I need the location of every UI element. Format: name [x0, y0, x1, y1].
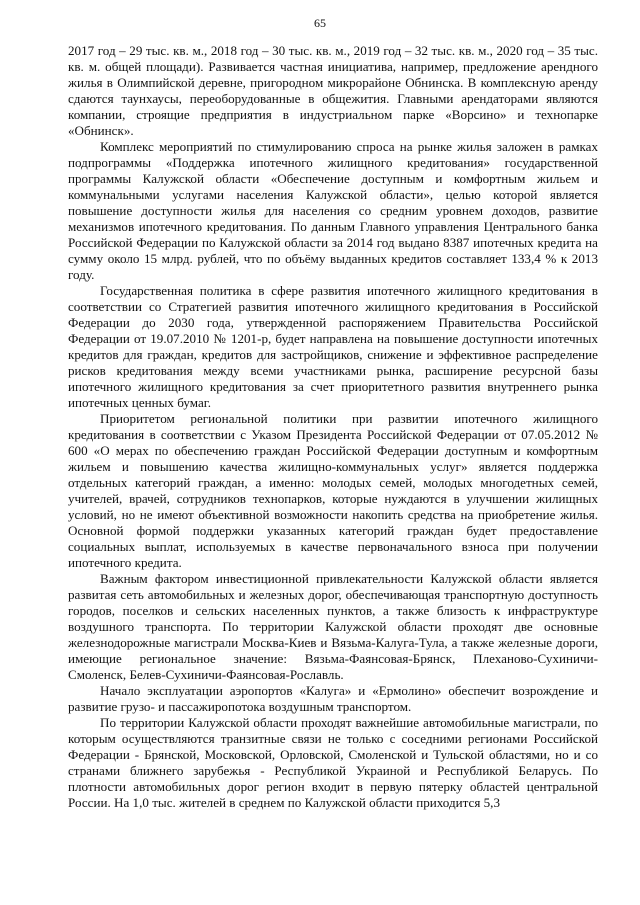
paragraph-state-policy: Государственная политика в сфере развития ипотечного жилищного кредитования в соответствии со Стратегией развития ипотечного жилищного кредитования в Российской Федерации до 2030 года, утвержденной распоряжением Правительства Российской Федерации от 19.07.2010 № 1201-р, будет направлена на повышение доступности ипотечных кредитов для граждан, кредитов для застройщиков, снижение и эффективное распределение рисков кредитования между всеми участниками рынка, расширение ресурсной базы ипотечного жилищного кредитования за счет приоритетного развития внутреннего рынка ипотечных ценных бумаг.: [68, 283, 598, 410]
page-body: [68, 43, 598, 811]
paragraph-demand-stimulation: Комплекс мероприятий по стимулированию спроса на рынке жилья заложен в рамках подпрограммы «Поддержка ипотечного жилищного кредитования» государственной программы Калужской области «Обеспечение доступным и комфортным жильем и коммунальными услугами населения Калужской области», целью которой является повышение доступности жилья для населения со средним уровнем доходов, развитие механизмов ипотечного кредитования. По данным Главного управления Центрального банка Российской Федерации по Калужской области за 2014 год выдано 8387 ипотечных кредита на сумму около 15 млрд. рублей, что по объёму выданных кредитов составляет 133,4 % к 2013 году.: [68, 139, 598, 282]
paragraph-regional-priority: Приоритетом региональной политики при развитии ипотечного жилищного кредитования в соответствии с Указом Президента Российской Федерации от 07.05.2012 № 600 «О мерах по обеспечению граждан Российской Федерации доступным и комфортным жильем и повышению качества жилищно-коммунальных услуг» является поддержка отдельных категорий граждан, а именно: молодых семей, молодых многодетных семей, учителей, врачей, сотрудников технопарков, которые нуждаются в улучшении жилищных условий, но не имеют объективной возможности накопить средства на приобретение жилья. Основной формой поддержки указанных категорий граждан будет предоставление социальных выплат, используемых в качестве первоначального взноса при получении ипотечного кредита.: [68, 411, 598, 570]
paragraph-housing-rental: 2017 год – 29 тыс. кв. м., 2018 год – 30 тыс. кв. м., 2019 год – 32 тыс. кв. м., 2020 год – 35 тыс. кв. м. общей площади). Развивается частная инициатива, например, предложение арендного жилья в Олимпийской деревне, пригородном микрорайоне Обнинска. В комплексную аренду сдаются таунхаусы, переоборудованные в общежития. Главными арендаторами являются компании, строящие предприятия в индустриальном парке «Ворсино» и технопарке «Обнинск».: [68, 43, 598, 138]
paragraph-airports: Начало эксплуатации аэропортов «Калуга» и «Ермолино» обеспечит возрождение и развитие грузо- и пассажиропотока воздушным транспортом.: [68, 683, 598, 714]
paragraph-transport-network: Важным фактором инвестиционной привлекательности Калужской области является развитая сеть автомобильных и железных дорог, обеспечивающая транспортную доступность городов, поселков и сельских населенных пунктов, а также близость к инфраструктуре воздушного транспорта. По территории Калужской области проходят две основные железнодорожные магистрали Москва-Киев и Вязьма-Калуга-Тула, а также железные дороги, имеющие региональное значение: Вязьма-Фаянсовая-Брянск, Плеханово-Сухиничи-Смоленск, Белев-Сухиничи-Фаянсовая-Рославль.: [68, 571, 598, 682]
paragraph-highways: По территории Калужской области проходят важнейшие автомобильные магистрали, по которым осуществляются транзитные связи не только с соседними регионами Российской Федерации - Брянской, Московской, Орловской, Смоленской и Тульской областями, но и со странами ближнего зарубежья - Республикой Украиной и Республикой Беларусь. По плотности автомобильных дорог регион входит в первую пятерку областей центральной России. На 1,0 тыс. жителей в среднем по Калужской области приходится 5,3: [68, 715, 598, 810]
page-number: 65: [314, 16, 326, 30]
